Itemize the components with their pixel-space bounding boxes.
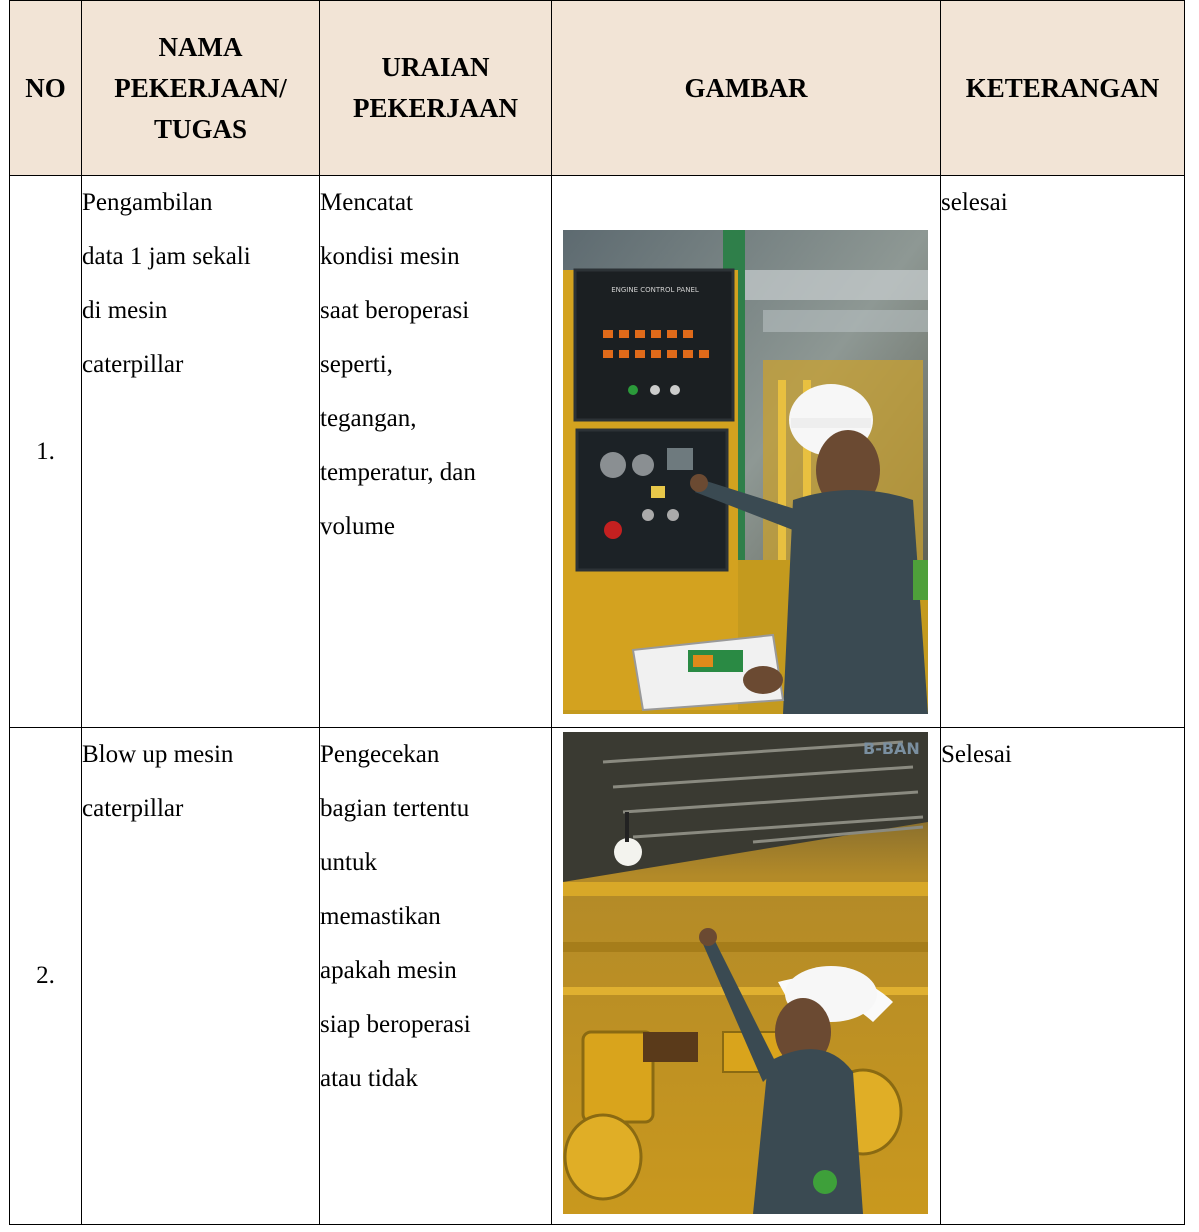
uraian-line: atau tidak <box>320 1065 418 1092</box>
header-nama-line: PEKERJAAN/ <box>114 72 287 103</box>
uraian-line: bagian tertentu <box>320 795 470 822</box>
keterangan-cell: selesai <box>941 176 1185 728</box>
panel-label: ENGINE CONTROL PANEL <box>611 286 699 294</box>
row-number: 2. <box>10 728 82 1225</box>
engine-control-panel-photo <box>563 230 928 714</box>
header-gambar: GAMBAR <box>552 1 941 176</box>
uraian-line: saat beroperasi <box>320 297 470 324</box>
header-uraian-pekerjaan <box>320 1 552 176</box>
uraian-line: apakah mesin <box>320 957 457 984</box>
table-row <box>10 176 1185 728</box>
header-nama-pekerjaan <box>82 1 320 176</box>
header-nama-line: TUGAS <box>153 113 248 144</box>
uraian-line: seperti, <box>320 351 393 378</box>
header-keterangan: KETERANGAN <box>941 1 1185 176</box>
nama-pekerjaan-cell <box>82 728 320 1225</box>
uraian-line: temperatur, dan <box>320 459 476 486</box>
header-uraian-line: URAIAN <box>381 52 490 82</box>
nama-line: caterpillar <box>82 795 184 822</box>
nama-pekerjaan-cell <box>82 176 320 728</box>
nama-line: caterpillar <box>82 351 184 378</box>
engine-label: B-BAN <box>863 739 920 758</box>
uraian-line: Pengecekan <box>320 741 440 768</box>
table-row <box>10 728 1185 1225</box>
header-uraian-line: PEKERJAAN <box>352 93 518 123</box>
gambar-cell <box>552 728 941 1225</box>
uraian-line: volume <box>320 513 395 540</box>
uraian-line: siap beroperasi <box>320 1011 471 1038</box>
uraian-line: kondisi mesin <box>320 243 460 270</box>
row-number: 1. <box>10 176 82 728</box>
nama-line: di mesin <box>82 297 168 324</box>
gambar-cell <box>552 176 941 728</box>
engine-illustration <box>563 732 928 1214</box>
work-log-table <box>9 0 1185 1225</box>
engine-inspection-photo <box>563 732 928 1214</box>
header-nama-line: NAMA <box>158 31 243 62</box>
uraian-line: memastikan <box>320 903 441 930</box>
header-row <box>10 1 1185 176</box>
uraian-pekerjaan-cell <box>320 728 552 1225</box>
keterangan-cell: Selesai <box>941 728 1185 1225</box>
nama-line: data 1 jam sekali <box>82 243 251 270</box>
uraian-line: Mencatat <box>320 189 414 216</box>
uraian-pekerjaan-cell <box>320 176 552 728</box>
control-panel-illustration <box>563 230 928 714</box>
nama-line: Pengambilan <box>82 189 213 216</box>
header-no: NO <box>10 1 82 176</box>
uraian-line: untuk <box>320 849 377 876</box>
nama-line: Blow up mesin <box>82 741 234 768</box>
uraian-line: tegangan, <box>320 405 417 432</box>
